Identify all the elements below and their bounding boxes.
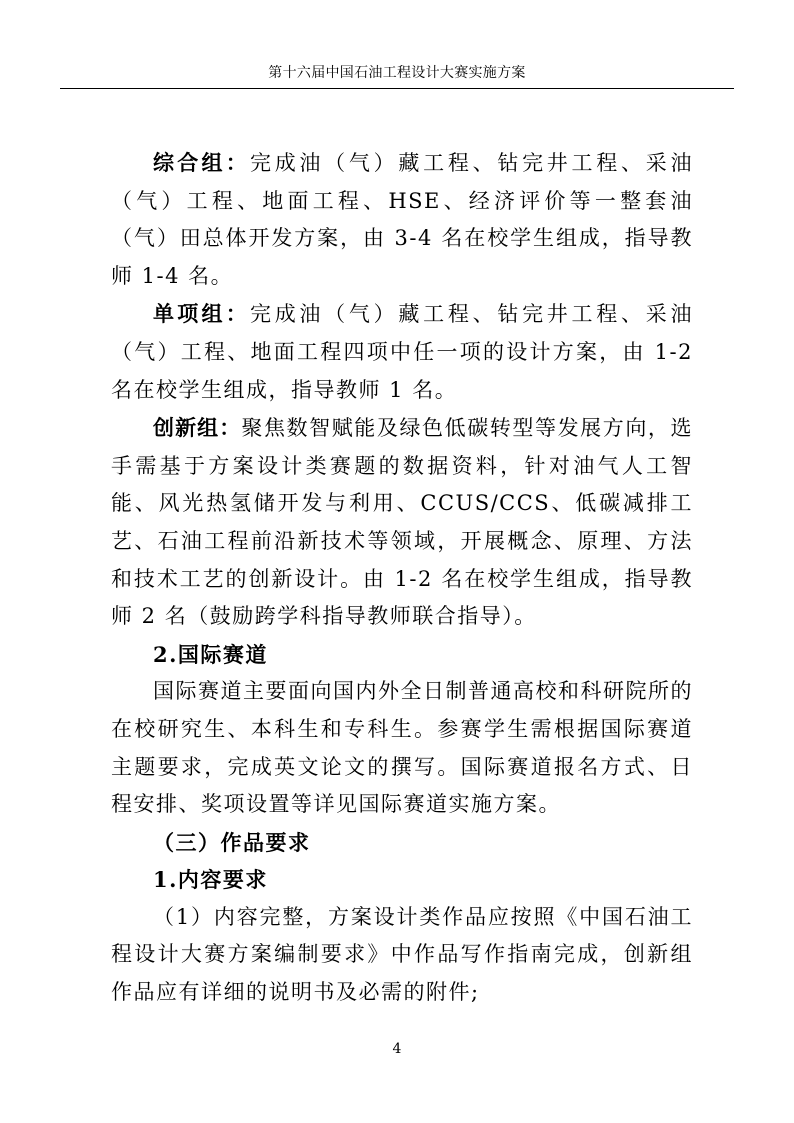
paragraph-innovation-group — [111, 409, 693, 636]
innovation-group-text: 聚焦数智赋能及绿色低碳转型等发展方向，选手需基于方案设计类赛题的数据资料，针对油气人工智能、风光热氢储开发与利用、CCUS/CCS、低碳减排工艺、石油工程前沿新技术等领域，开展概念、原理、方法和技术工艺的创新设计。由 1-2 名在校学生组成，指导教师 2 名（鼓励跨学科指导教师联合指导）。 — [111, 416, 694, 629]
heading-international-track: 2.国际赛道 — [153, 641, 268, 667]
paragraph-single-item-group — [111, 295, 693, 409]
innovation-group-lead: 创新组： — [153, 415, 242, 441]
paragraph-international-track: 国际赛道主要面向国内外全日制普通高校和科研院所的在校研究生、本科生和专科生。参赛学生需根据国际赛道主题要求，完成英文论文的撰写。国际赛道报名方式、日程安排、奖项设置等详见国际赛道实施方案。 — [111, 679, 693, 817]
header-rule — [60, 88, 734, 89]
page-header: 第十六届中国石油工程设计大赛实施方案 — [268, 65, 526, 81]
comprehensive-group-text: 完成油（气）藏工程、钻完井工程、采油（气）工程、地面工程、HSE、经济评价等一整套油（气）田总体开发方案，由 3-4 名在校学生组成，指导教师 1-4 名。 — [111, 151, 693, 288]
single-item-group-text: 完成油（气）藏工程、钻完井工程、采油（气）工程、地面工程四项中任一项的设计方案，由 1-2 名在校学生组成，指导教师 1 名。 — [111, 302, 693, 402]
single-item-group-lead: 单项组： — [153, 301, 250, 327]
paragraph-content-complete: （1）内容完整，方案设计类作品应按照《中国石油工程设计大赛方案编制要求》中作品写作指南完成，创新组作品应有详细的说明书及必需的附件; — [111, 904, 693, 1005]
comprehensive-group-lead: 综合组： — [153, 150, 250, 175]
document-body — [111, 144, 693, 1012]
heading-content-requirements: 1.内容要求 — [153, 867, 268, 893]
heading-work-requirements: （三）作品要求 — [153, 829, 311, 855]
paragraph-comprehensive-group — [111, 144, 693, 295]
page-number: 4 — [392, 1041, 402, 1057]
